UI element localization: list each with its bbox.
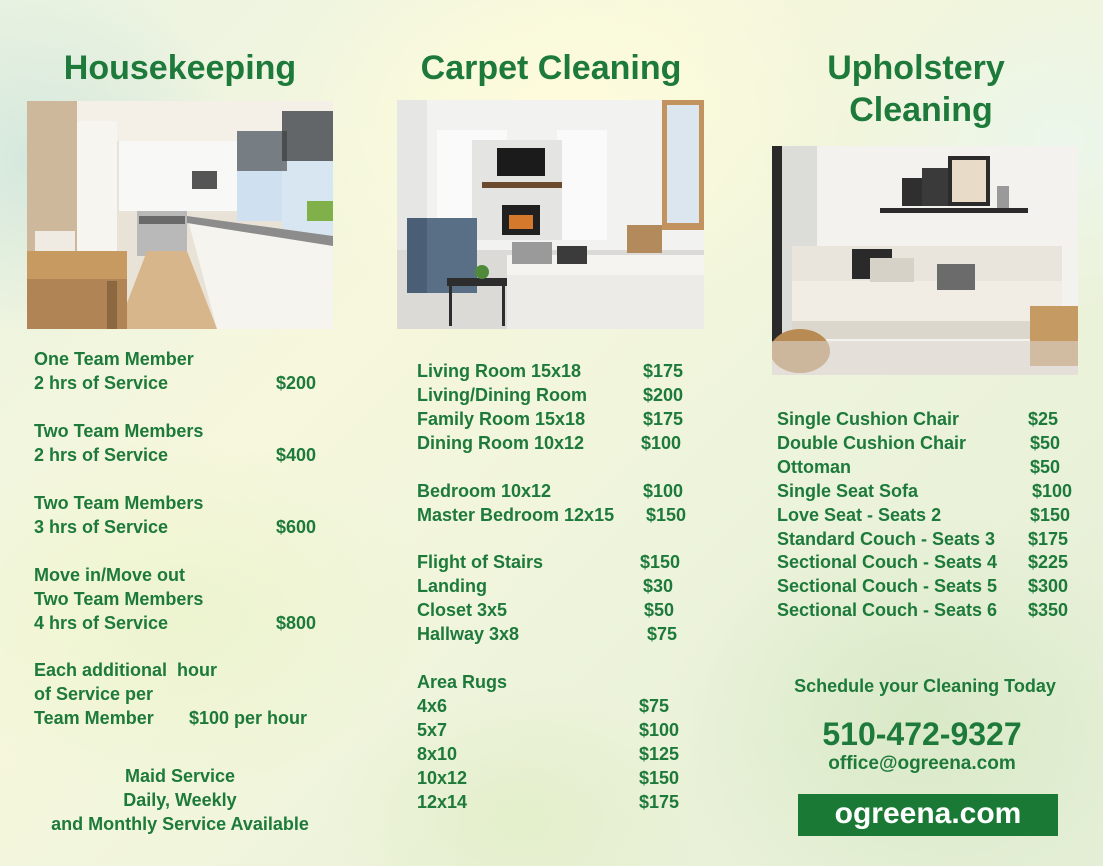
upholstery-price-7: $225 [1028, 552, 1069, 572]
rug-item-5x7: 5x7 [417, 720, 448, 740]
rug-item-12x14: 12x14 [417, 792, 468, 812]
upholstery-price-9: $350 [1028, 600, 1069, 620]
maid-service-line-3: and Monthly Service Available [51, 814, 309, 834]
phone-number[interactable]: 510-472-9327 [822, 716, 1022, 752]
carpet-price-landing: $30 [643, 576, 674, 596]
carpet-price-bedroom: $100 [643, 481, 684, 501]
carpet-item-master-bedroom: Master Bedroom 12x15 [417, 505, 615, 525]
upholstery-price-2: $50 [1030, 433, 1061, 453]
carpet-price-living-room: $175 [643, 361, 684, 381]
maid-service-line-2: Daily, Weekly [123, 790, 237, 810]
housekeeping-item-4-price: $800 [276, 613, 317, 633]
carpet-price-stairs: $150 [640, 552, 681, 572]
additional-hour-line-3: Team Member [34, 708, 154, 728]
upholstery-item-2: Double Cushion Chair [777, 433, 966, 453]
housekeeping-item-2-price: $400 [276, 445, 317, 465]
maid-service-line-1: Maid Service [124, 766, 236, 786]
carpet-price-family-room: $175 [643, 409, 684, 429]
upholstery-item-3: Ottoman [777, 457, 851, 477]
email-address[interactable]: office@ogreena.com [828, 753, 1016, 774]
carpet-item-closet: Closet 3x5 [417, 600, 508, 620]
carpet-price-master-bedroom: $150 [646, 505, 687, 525]
upholstery-item-9: Sectional Couch - Seats 6 [777, 600, 998, 620]
kitchen-photo [27, 101, 333, 329]
housekeeping-title: Housekeeping [63, 49, 297, 87]
rug-price-8x10: $125 [639, 744, 680, 764]
additional-hour-price: $100 per hour [189, 708, 308, 728]
carpet-item-stairs: Flight of Stairs [417, 552, 543, 572]
upholstery-title-line-2: Cleaning [849, 91, 993, 129]
area-rugs-title: Area Rugs [417, 672, 508, 692]
carpet-price-closet: $50 [644, 600, 675, 620]
upholstery-item-7: Sectional Couch - Seats 4 [777, 552, 998, 572]
additional-hour-line-2: of Service per [34, 684, 154, 704]
housekeeping-item-4-line-3: 4 hrs of Service [34, 613, 169, 633]
upholstery-item-1: Single Cushion Chair [777, 409, 960, 429]
upholstery-item-4: Single Seat Sofa [777, 481, 919, 501]
carpet-item-family-room: Family Room 15x18 [417, 409, 586, 429]
carpet-item-dining-room: Dining Room 10x12 [417, 433, 585, 453]
upholstery-item-5: Love Seat - Seats 2 [777, 505, 942, 525]
carpet-cleaning-title: Carpet Cleaning [420, 49, 682, 87]
housekeeping-item-1-line-2: 2 hrs of Service [34, 373, 169, 393]
rug-item-8x10: 8x10 [417, 744, 458, 764]
rug-item-4x6: 4x6 [417, 696, 448, 716]
living-room-photo [397, 100, 704, 329]
carpet-item-landing: Landing [417, 576, 487, 596]
carpet-item-living-room: Living Room 15x18 [417, 361, 582, 381]
rug-price-4x6: $75 [639, 696, 670, 716]
rug-price-10x12: $150 [639, 768, 680, 788]
upholstery-price-1: $25 [1028, 409, 1059, 429]
housekeeping-item-1-price: $200 [276, 373, 317, 393]
website-badge[interactable]: ogreena.com [798, 794, 1058, 836]
housekeeping-item-4-line-1: Move in/Move out [34, 565, 186, 585]
housekeeping-item-3-line-2: 3 hrs of Service [34, 517, 169, 537]
rug-item-10x12: 10x12 [417, 768, 468, 788]
housekeeping-item-2-line-2: 2 hrs of Service [34, 445, 169, 465]
upholstery-item-8: Sectional Couch - Seats 5 [777, 576, 998, 596]
carpet-item-hallway: Hallway 3x8 [417, 624, 520, 644]
upholstery-price-6: $175 [1028, 529, 1069, 549]
upholstery-price-8: $300 [1028, 576, 1069, 596]
housekeeping-item-1-line-1: One Team Member [34, 349, 194, 369]
schedule-cta: Schedule your Cleaning Today [794, 676, 1056, 696]
upholstery-price-4: $100 [1032, 481, 1073, 501]
carpet-price-living-dining: $200 [643, 385, 684, 405]
carpet-price-hallway: $75 [647, 624, 678, 644]
housekeeping-item-3-price: $600 [276, 517, 317, 537]
upholstery-price-5: $150 [1030, 505, 1071, 525]
carpet-item-bedroom: Bedroom 10x12 [417, 481, 552, 501]
sofa-photo [772, 146, 1078, 375]
rug-price-12x14: $175 [639, 792, 680, 812]
housekeeping-item-2-line-1: Two Team Members [34, 421, 204, 441]
upholstery-item-6: Standard Couch - Seats 3 [777, 529, 996, 549]
rug-price-5x7: $100 [639, 720, 680, 740]
upholstery-price-3: $50 [1030, 457, 1061, 477]
carpet-item-living-dining: Living/Dining Room [417, 385, 587, 405]
carpet-price-dining-room: $100 [641, 433, 682, 453]
additional-hour-line-1: Each additional hour [34, 660, 218, 680]
housekeeping-item-4-line-2: Two Team Members [34, 589, 204, 609]
upholstery-title-line-1: Upholstery [827, 49, 1005, 87]
housekeeping-item-3-line-1: Two Team Members [34, 493, 204, 513]
